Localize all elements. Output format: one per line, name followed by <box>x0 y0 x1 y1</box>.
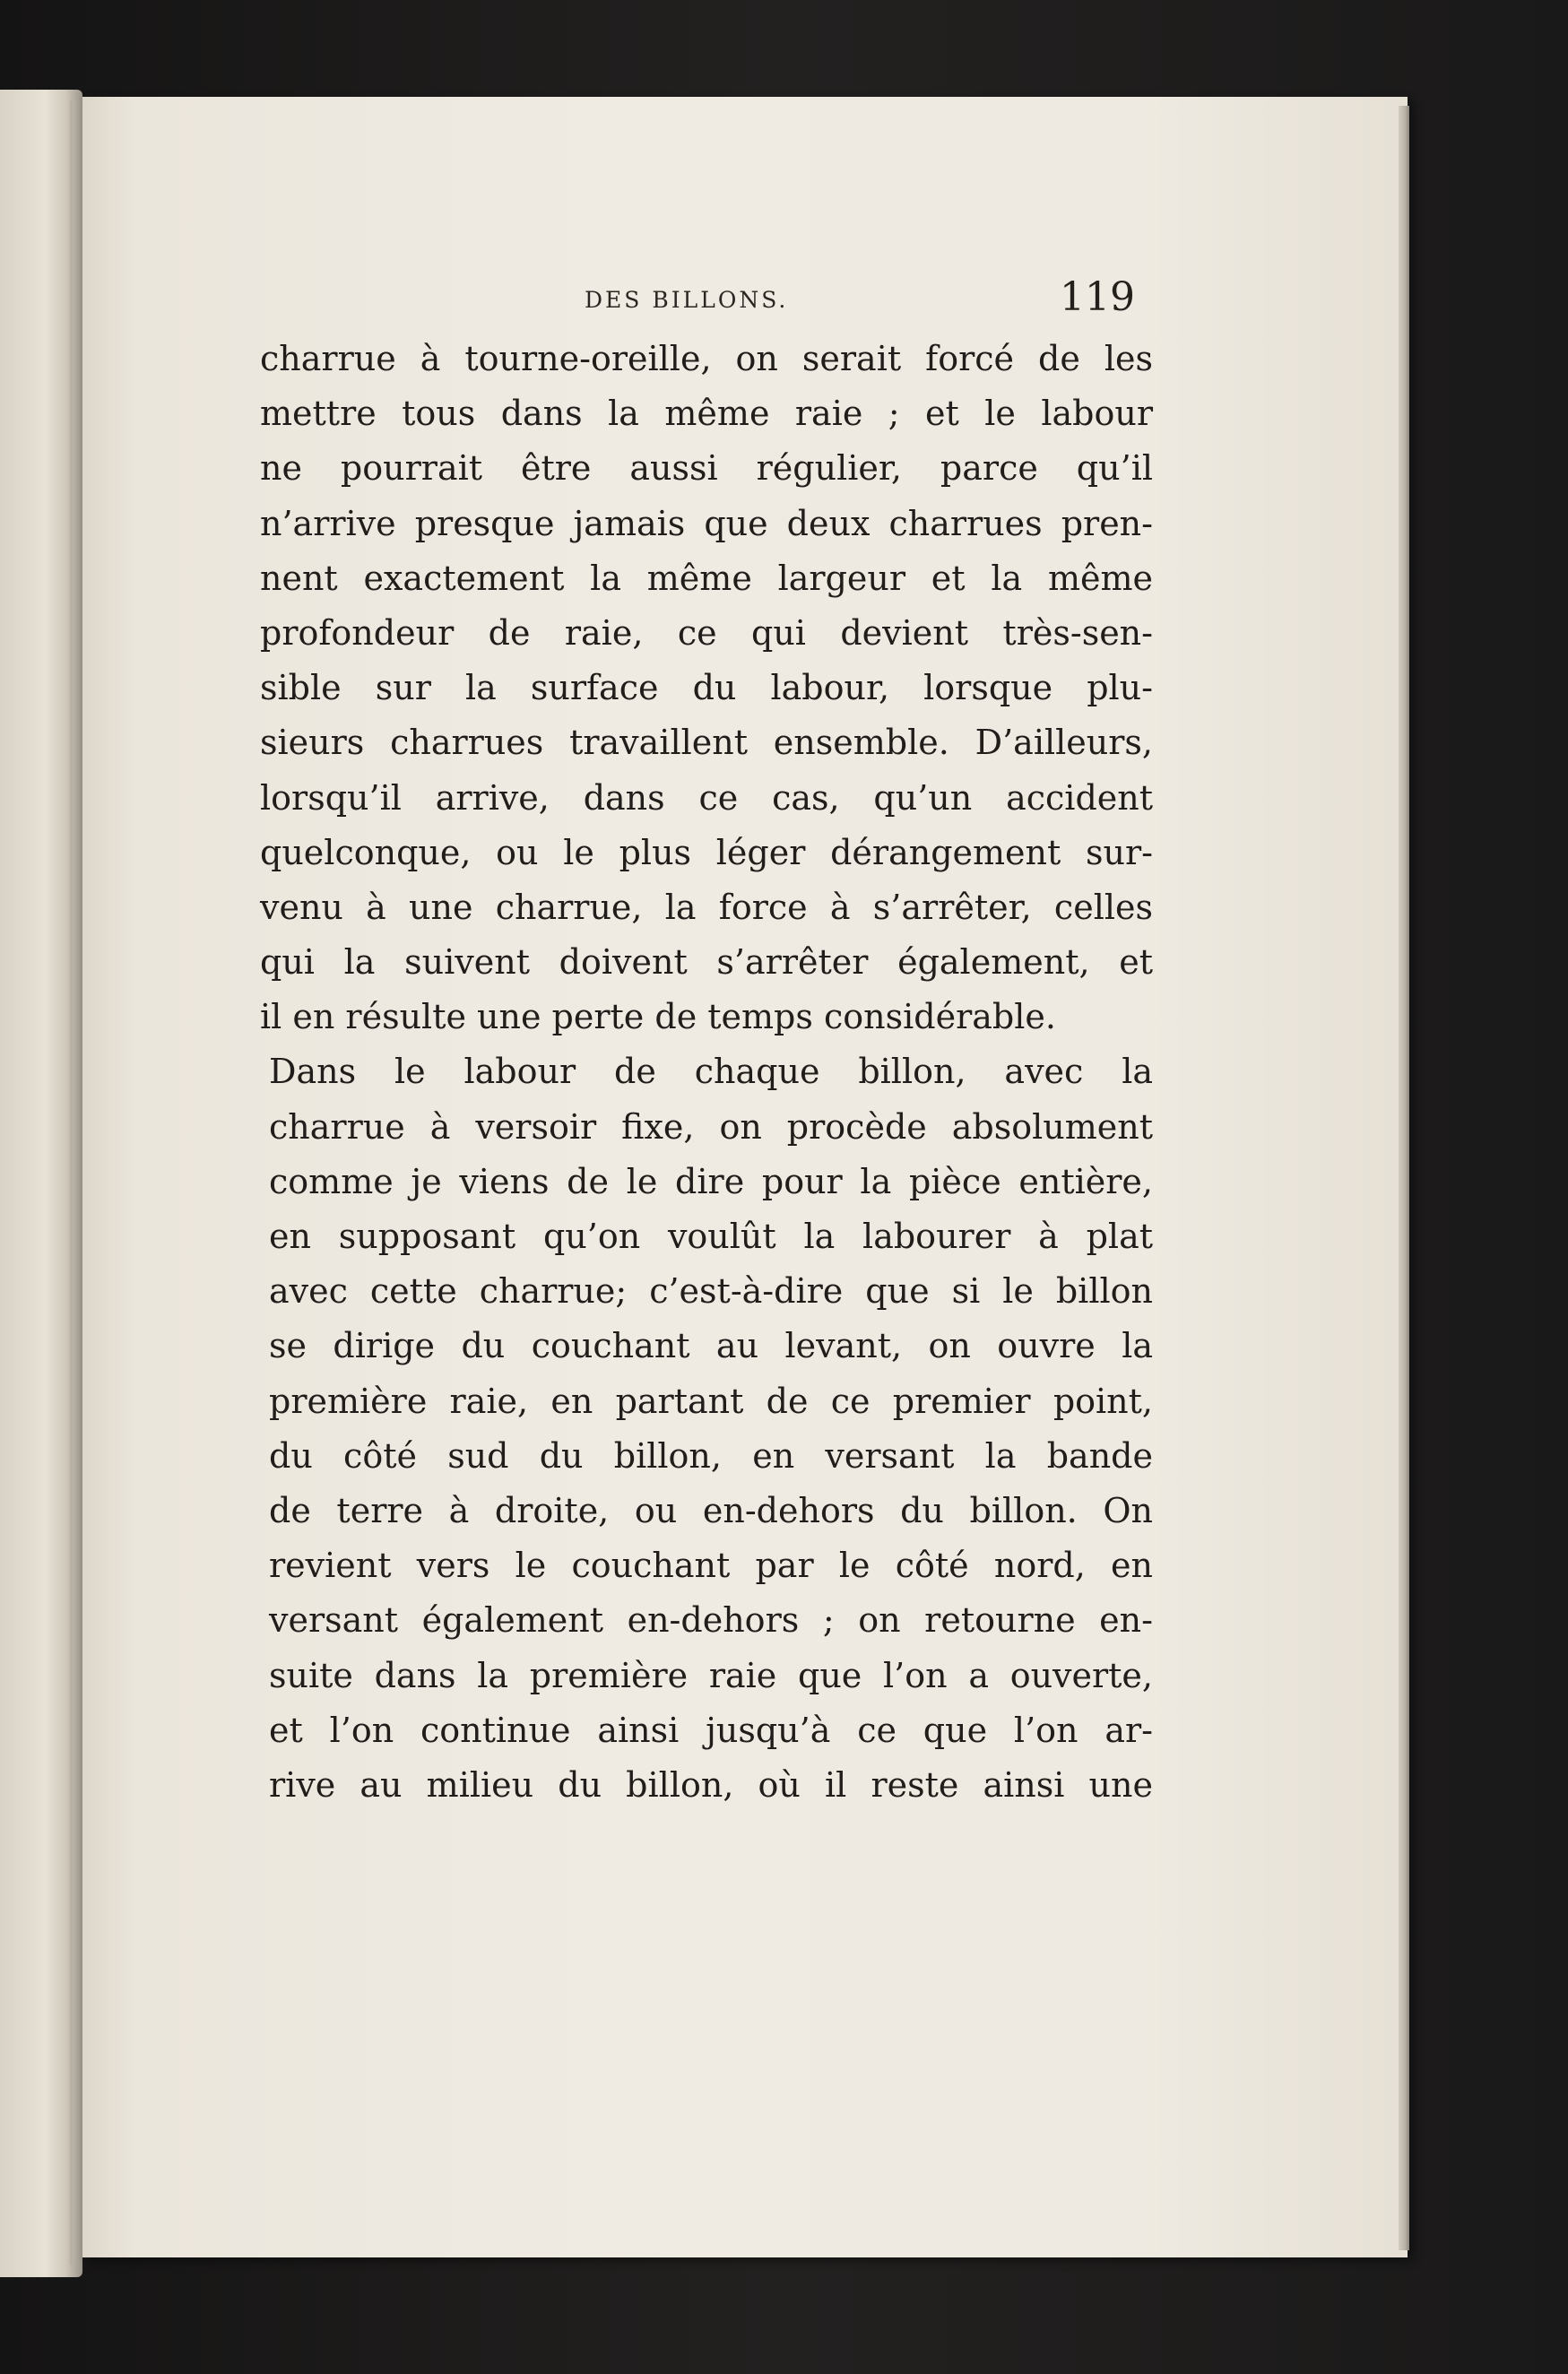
text-line: lorsqu’il arrive, dans ce cas, qu’un accident <box>260 777 1153 818</box>
text-line: nent exactement la même largeur et la même <box>260 558 1153 598</box>
text-line: comme je viens de le dire pour la pièce entière, <box>269 1161 1153 1201</box>
text-line: profondeur de raie, ce qui devient très-sen- <box>260 612 1153 653</box>
text-line: ne pourrait être aussi régulier, parce qu’il <box>260 448 1153 489</box>
text-line: qui la suivent doivent s’arrêter également, et <box>260 942 1153 983</box>
text-line: se dirige du couchant au levant, on ouvre la <box>269 1326 1153 1366</box>
text-line: quelconque, ou le plus léger dérangement sur- <box>260 832 1153 872</box>
text-line: rive au milieu du billon, où il reste ainsi une <box>269 1764 1153 1805</box>
text-line: en supposant qu’on voulût la labourer à plat <box>269 1217 1153 1256</box>
text-line: mettre tous dans la même raie ; et le labour <box>260 394 1153 434</box>
text-line: versant également en-dehors ; on retourne en- <box>269 1600 1153 1641</box>
text-line: première raie, en partant de ce premier point, <box>269 1381 1153 1421</box>
text-line: n’arrive presque jamais que deux charrues pren- <box>260 503 1153 543</box>
text-line: charrue à tourne-oreille, on serait forcé de les <box>260 339 1153 378</box>
page-number: 119 <box>1060 274 1135 320</box>
text-line: de terre à droite, ou en-dehors du billon. On <box>269 1490 1153 1530</box>
paragraph-start-line: Dans le labour de chaque billon, avec la <box>269 1052 1153 1092</box>
text-line: suite dans la première raie que l’on a ouverte, <box>269 1655 1153 1695</box>
paragraph-end-line: il en résulte une perte de temps considérable. <box>260 997 1056 1037</box>
book-gutter <box>70 100 73 2266</box>
text-line: du côté sud du billon, en versant la bande <box>269 1435 1153 1476</box>
page-fore-edge <box>1399 106 1409 2250</box>
running-head <box>269 274 1135 325</box>
text-line: et l’on continue ainsi jusqu’à ce que l’on ar- <box>269 1710 1153 1750</box>
text-line: avec cette charrue; c’est-à-dire que si le billon <box>269 1271 1153 1312</box>
text-line: sieurs charrues travaillent ensemble. D’ailleurs, <box>260 723 1153 763</box>
text-line: venu à une charrue, la force à s’arrêter, celles <box>260 887 1153 927</box>
text-line: sible sur la surface du labour, lorsque plu- <box>260 668 1153 708</box>
text-line: charrue à versoir fixe, on procède absolument <box>269 1106 1153 1147</box>
running-head-title: DES BILLONS. <box>585 287 789 313</box>
body-text <box>260 332 1153 1813</box>
text-line: revient vers le couchant par le côté nord, en <box>269 1546 1153 1586</box>
